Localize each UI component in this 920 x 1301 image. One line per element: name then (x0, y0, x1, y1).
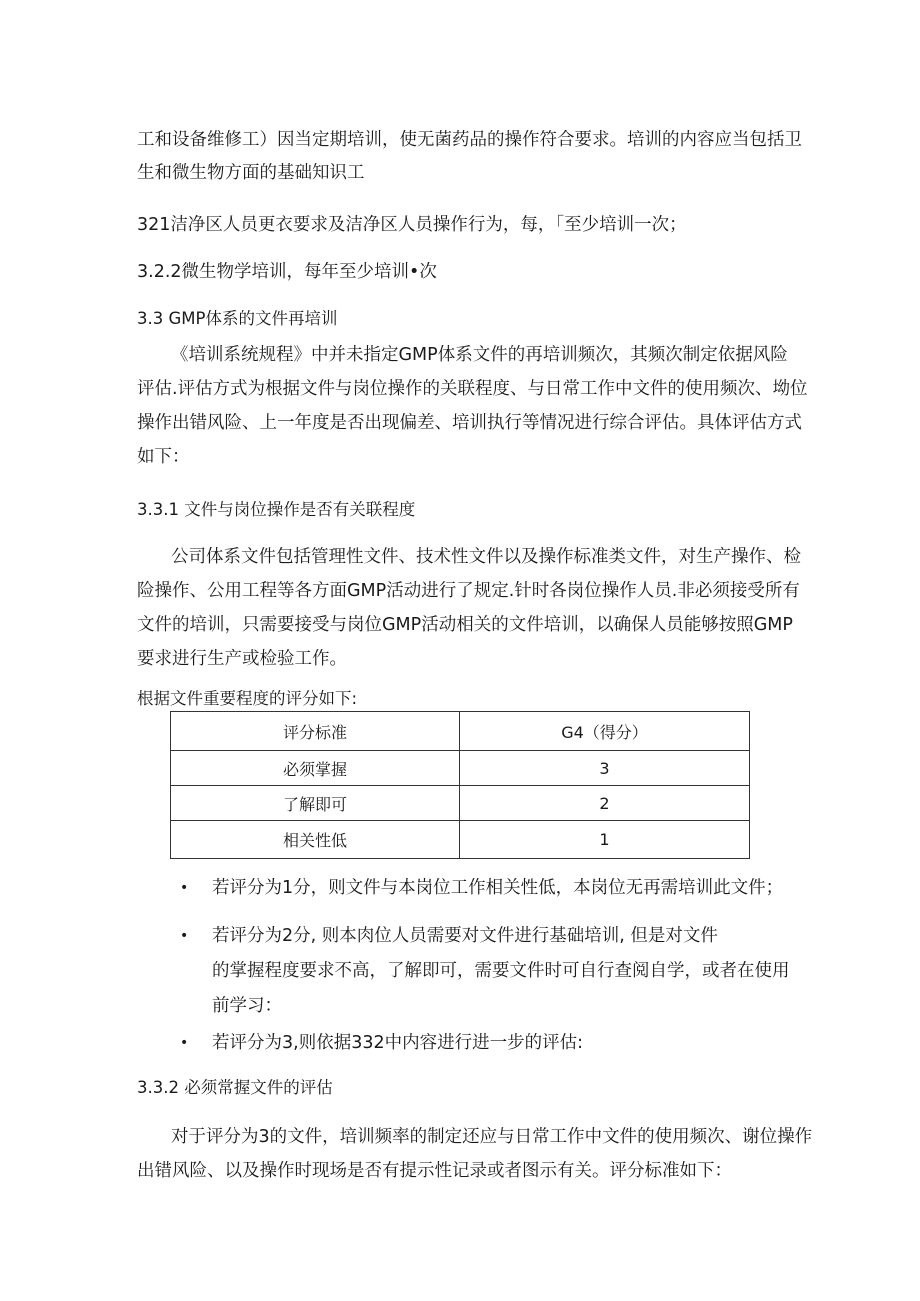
bullet-item: 若评分为1分，则文件与本岗位工作相关性低，本岗位无再需培训此文件； (212, 878, 784, 898)
table-cell: 1 (460, 821, 750, 859)
bullet-icon: • (180, 928, 189, 944)
paragraph-line: 出错风险、以及操作时现场是否有提示性记录或者图示有关。评分标准如下： (137, 1161, 732, 1181)
table-row (171, 751, 750, 786)
paragraph-line: 要求进行生产或检验工作。 (137, 649, 347, 669)
table-row (171, 821, 750, 859)
paragraph-line: 如下： (137, 447, 190, 467)
table-cell: 3 (460, 751, 750, 786)
table-cell: 必须掌握 (171, 751, 460, 786)
bullet-icon: • (180, 1035, 189, 1051)
bullet-icon: • (180, 880, 189, 896)
table-cell: 相关性低 (171, 821, 460, 859)
section-heading-3-3: 3.3 GMP体系的文件再培训 (137, 309, 338, 328)
bullet-item: 若评分为2分, 则本肉位人员需要对文件进行基础培训, 但是对文件 (212, 926, 718, 946)
paragraph-line: 评估.评估方式为根据文件与岗位操作的关联程度、与日常工作中文件的使用频次、坳位 (137, 379, 808, 399)
table-row (171, 786, 750, 821)
bullet-item-continued: 的掌握程度要求不高，了解即可，需要文件时可自行查阅自学，或者在使用 (212, 961, 790, 981)
table-cell: 了解即可 (171, 786, 460, 821)
list-item-321: 321洁净区人员更衣要求及洁净区人员操作行为，每，「至少培训一次； (137, 215, 687, 235)
table-cell: 2 (460, 786, 750, 821)
section-heading-3-3-1: 3.3.1 文件与岗位操作是否有关联程度 (137, 500, 416, 519)
bullet-item: 若评分为3,则依据332中内容进行进一步的评估: (212, 1033, 583, 1053)
paragraph-line: 工和设备维修工）因当定期培训，使无菌药品的操作符合要求。培训的内容应当包括卫 (137, 130, 802, 150)
list-item-322: 3.2.2微生物学培训，每年至少培训•次 (137, 262, 437, 282)
paragraph-line: 公司体系文件包括管理性文件、技术性文件以及操作标准类文件，对生产操作、检 (171, 547, 801, 567)
table-header-row (171, 712, 750, 751)
paragraph-line: 文件的培训，只需要接受与岗位GMP活动相关的文件培训，以确保人员能够按照GMP (137, 615, 793, 635)
score-table (170, 711, 750, 859)
table-header-cell: G4（得分） (460, 712, 750, 751)
section-heading-3-3-2: 3.3.2 必须常握文件的评估 (137, 1078, 333, 1097)
paragraph-line: 对于评分为3的文件，培训频率的制定还应与日常工作中文件的使用频次、谢位操作 (171, 1127, 813, 1147)
paragraph-line: 生和微生物方面的基础知识工 (137, 163, 365, 183)
paragraph-line: 操作出错风险、上一年度是否出现偏差、培训执行等情况进行综合评估。具体评估方式 (137, 413, 802, 433)
bullet-item-continued: 前学习： (212, 996, 282, 1016)
table-intro: 根据文件重要程度的评分如下: (137, 689, 358, 708)
table-header-cell: 评分标准 (171, 712, 460, 751)
paragraph-line: 《培训系统规程》中并未指定GMP体系文件的再培训频次，其频次制定依据风险 (171, 345, 788, 365)
paragraph-line: 险操作、公用工程等各方面GMP活动进行了规定.针时各岗位操作人员.非必须接受所有 (137, 581, 800, 601)
